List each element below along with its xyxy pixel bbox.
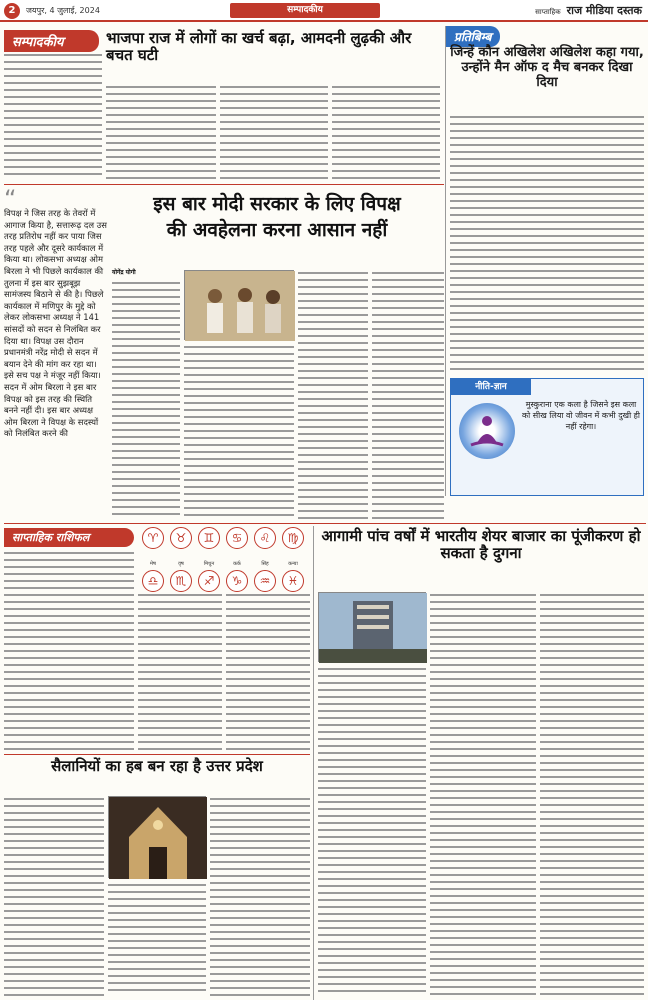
zodiac-glyph-icon: ♑: [226, 570, 248, 592]
lead-headline-line1: इस बार मोदी सरकार के लिए विपक्ष: [153, 193, 401, 215]
lead-col-4: [372, 270, 444, 520]
divider: [4, 754, 310, 755]
lead-headline-line2: की अवहेलना करना आसान नहीं: [166, 218, 388, 241]
text-block: [4, 550, 134, 750]
text-block: [318, 666, 426, 996]
text-block: [112, 280, 180, 520]
horoscope-col-1: [4, 550, 134, 750]
publication-brand: [535, 3, 642, 18]
horoscope-col-3: [226, 592, 310, 750]
publication-name: राज मीडिया दस्तक: [566, 4, 642, 17]
editorial-col-4: [332, 84, 440, 180]
zodiac-glyph-icon: ♊: [198, 527, 220, 549]
tourism-col-2: [108, 882, 206, 996]
zodiac-name: मिथुन: [203, 561, 215, 567]
divider: [445, 26, 446, 496]
editorial-col-1: [4, 52, 102, 180]
divider: [313, 526, 314, 1000]
zodiac-glyph-icon: ♈: [142, 527, 164, 549]
zodiac-name: कर्क: [233, 561, 241, 567]
lead-headline-wrap: [112, 194, 442, 264]
profile-text: [450, 114, 644, 374]
zodiac-sign: [251, 526, 279, 569]
text-block: [138, 592, 222, 750]
niti-label: नीति-ज्ञान: [451, 379, 531, 395]
text-block: [108, 882, 206, 996]
zodiac-name: कन्या: [288, 561, 298, 567]
market-col-1: [318, 666, 426, 996]
zodiac-name: सिंह: [261, 561, 269, 567]
lead-col-3: [298, 270, 368, 520]
horoscope-label-wrap: [4, 528, 134, 546]
niti-text: मुस्कुराना एक कला है जिसने इस कला को सीख लिया वो जीवन में कभी दुखी ही नहीं रहेगा।: [521, 400, 640, 431]
stock-exchange-photo: [318, 592, 426, 662]
dateline: जयपुर, 4 जुलाई, 2024: [26, 6, 100, 15]
zodiac-glyph-icon: ♏: [170, 570, 192, 592]
zodiac-glyph-icon: ♒: [254, 570, 276, 592]
quote-icon: “: [4, 185, 17, 213]
lead-col-2: [184, 344, 294, 520]
meditation-figure-icon: [459, 403, 515, 459]
lead-col-1: [112, 280, 180, 520]
profile-label-wrap: [446, 26, 646, 44]
text-block: [106, 84, 216, 180]
parliament-photo: [184, 270, 294, 340]
profile-headline: जिन्हें कौन अखिलेश अखिलेश कहा गया, उन्होंने मैन ऑफ द मैच बनकर दिखा दिया: [450, 45, 644, 90]
zodiac-glyph-icon: ♋: [226, 527, 248, 549]
text-block: [4, 796, 104, 996]
market-headline: आगामी पांच वर्षों में भारतीय शेयर बाजार का पूंजीकरण हो सकता है दुगना: [321, 527, 641, 563]
zodiac-name: मेष: [150, 561, 156, 567]
divider: [4, 184, 444, 185]
zodiac-grid: [138, 526, 308, 588]
tourism-headline-wrap: [4, 758, 310, 792]
text-block: [184, 344, 294, 520]
zodiac-glyph-icon: ♓: [282, 570, 304, 592]
horoscope-col-2: [138, 592, 222, 750]
divider: [4, 523, 646, 524]
zodiac-name: वृष: [178, 561, 184, 567]
market-headline-wrap: [318, 528, 644, 586]
text-block: [298, 270, 368, 520]
zodiac-sign: [195, 526, 223, 569]
zodiac-glyph-icon: ♍: [282, 527, 304, 549]
editorial-label: सम्पादकीय: [4, 30, 99, 52]
pullquote-box: [4, 185, 108, 520]
text-block: [332, 84, 440, 180]
zodiac-glyph-icon: ♐: [198, 570, 220, 592]
horoscope-label: साप्ताहिक राशिफल: [4, 528, 134, 547]
zodiac-sign: [139, 526, 167, 569]
text-block: [450, 114, 644, 374]
pullquote: विपक्ष ने जिस तरह के तेवरों में आगाज किया है, सत्तारूढ़ दल उस तरह प्रतिरोध नहीं कर पाया जिस तरह पहले और दूसरे कार्यकाल में किया था। लोकसभा अध्यक्ष ओम बिरला ने भी पिछले कार्यकाल की तुलना में इस बार सुझबूझ सामंजस्य बिठाने से की है। पिछले कार्यकाल में मणिपुर के मुद्दे को लेकर लोकसभा अध्यक्ष ने 141 सांसदों को सदन से निलंबित कर दिया था। विपक्ष उस दौरान प्रधानमंत्री नरेंद्र मोदी से सदन में बयान देने की मांग कर रहा था। इसे सच पक्ष ने मंजूर नहीं किया। सदन में ओम बिरला ने इस बार विपक्ष को इस तरह की स्थिति बनने नहीं दी। इस बार अध्यक्ष ओम बिरला ने विपक्ष के सदस्यों को निलंबित करने की: [4, 208, 107, 439]
tourism-col-3: [210, 796, 310, 996]
section-banner: सम्पादकीय: [230, 3, 380, 18]
editorial-label-wrap: [4, 30, 99, 48]
zodiac-sign: [279, 526, 307, 569]
lead-byline: योगेंद्र योगी: [112, 269, 136, 276]
temple-photo: [108, 796, 206, 878]
profile-headline-wrap: [450, 46, 644, 110]
editorial-col-2: [106, 84, 216, 180]
zodiac-glyph-icon: ♉: [170, 527, 192, 549]
zodiac-sign: [167, 526, 195, 569]
text-block: [226, 592, 310, 750]
zodiac-sign: [223, 526, 251, 569]
tourism-headline: सैलानियों का हब बन रहा है उत्तर प्रदेश: [51, 757, 263, 775]
text-block: [430, 592, 536, 996]
market-col-3: [540, 592, 644, 996]
zodiac-glyph-icon: ♎: [142, 570, 164, 592]
text-block: [4, 52, 102, 180]
editorial-col-3: [220, 84, 328, 180]
editorial-headline: भाजपा राज में लोगों का खर्च बढ़ा, आमदनी लुढ़की और बचत घटी: [106, 29, 412, 65]
niti-box: [450, 378, 644, 496]
publication-type: साप्ताहिक: [535, 8, 561, 16]
profile-label: प्रतिबिम्ब: [446, 26, 500, 47]
market-col-2: [430, 592, 536, 996]
text-block: [220, 84, 328, 180]
text-block: [372, 270, 444, 520]
text-block: [210, 796, 310, 996]
lead-byline-wrap: [112, 268, 180, 278]
text-block: [540, 592, 644, 996]
masthead: [0, 0, 648, 22]
page-number: 2: [4, 3, 20, 19]
zodiac-glyph-icon: ♌: [254, 527, 276, 549]
tourism-col-1: [4, 796, 104, 996]
editorial-headline-wrap: [106, 30, 436, 82]
